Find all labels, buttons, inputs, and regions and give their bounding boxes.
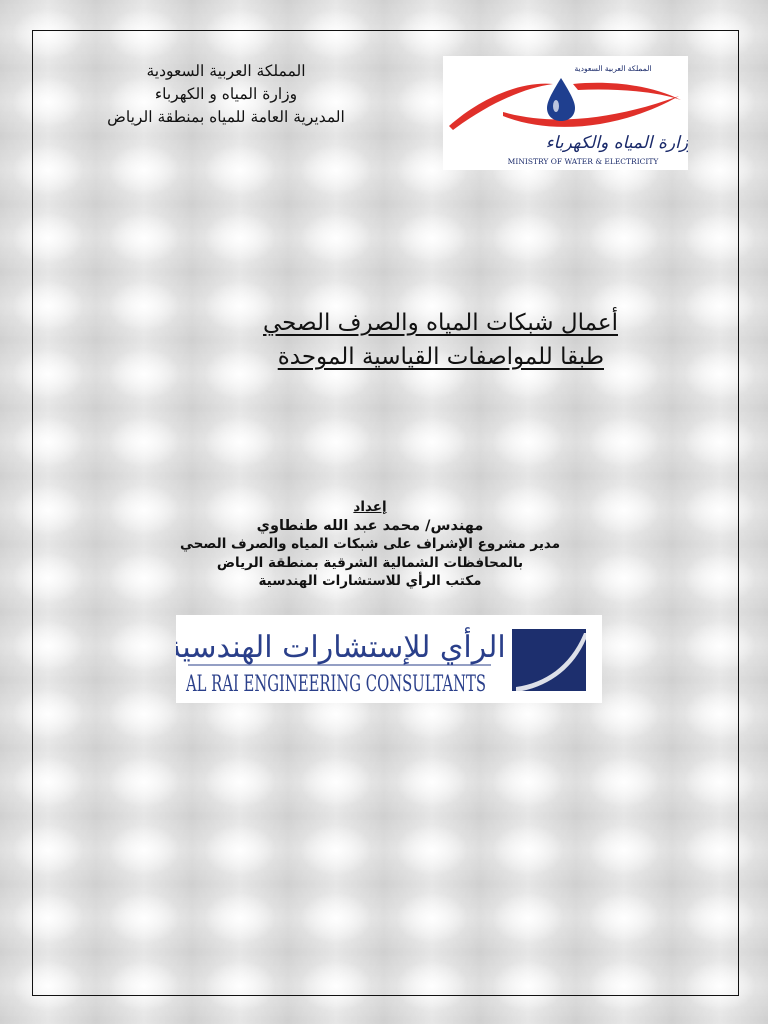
header-text (80, 60, 372, 129)
header-line-directorate: المديرية العامة للمياه بمنطقة الرياض (107, 108, 345, 126)
engineer-name: مهندس/ محمد عبد الله طنطاوي (256, 517, 484, 534)
header-line-ministry: وزارة المياه و الكهرباء (154, 85, 298, 103)
header-line-kingdom: المملكة العربية السعودية (146, 62, 306, 80)
ministry-logo-graphic (443, 56, 688, 170)
ministry-logo (443, 56, 688, 170)
engineer-role: مدير مشروع الإشراف على شبكات المياه والصرف الصحي (179, 536, 561, 552)
title-line-2: طبقا للمواصفات القياسية الموحدة (277, 344, 604, 370)
author-block (150, 498, 590, 591)
engineer-region: بالمحافظات الشمالية الشرقية بمنطقة الرياض (216, 554, 524, 571)
alrai-logo (176, 615, 602, 703)
prepared-by-label: إعداد (353, 499, 387, 515)
title-line-1: أعمال شبكات المياه والصرف الصحي (263, 310, 618, 336)
ministry-logo-english-name: MINISTRY OF WATER & ELECTRICITY (507, 157, 659, 166)
document-title (100, 306, 618, 374)
ministry-logo-arabic-name: وزارة المياه والكهرباء (545, 133, 688, 153)
engineer-office: مكتب الرأي للاستشارات الهندسية (258, 573, 482, 589)
alrai-logo-graphic (176, 615, 602, 703)
alrai-logo-arabic-name: الرأي للإستشارات الهندسية (176, 630, 506, 665)
water-drop-icon (547, 78, 575, 121)
ministry-logo-arabic-top: المملكة العربية السعودية (574, 64, 652, 73)
alrai-logo-english-name: AL RAI ENGINEERING CONSULTANTS (185, 672, 486, 697)
swoosh-top-icon (573, 83, 681, 100)
swoosh-bottom-icon (503, 96, 679, 127)
